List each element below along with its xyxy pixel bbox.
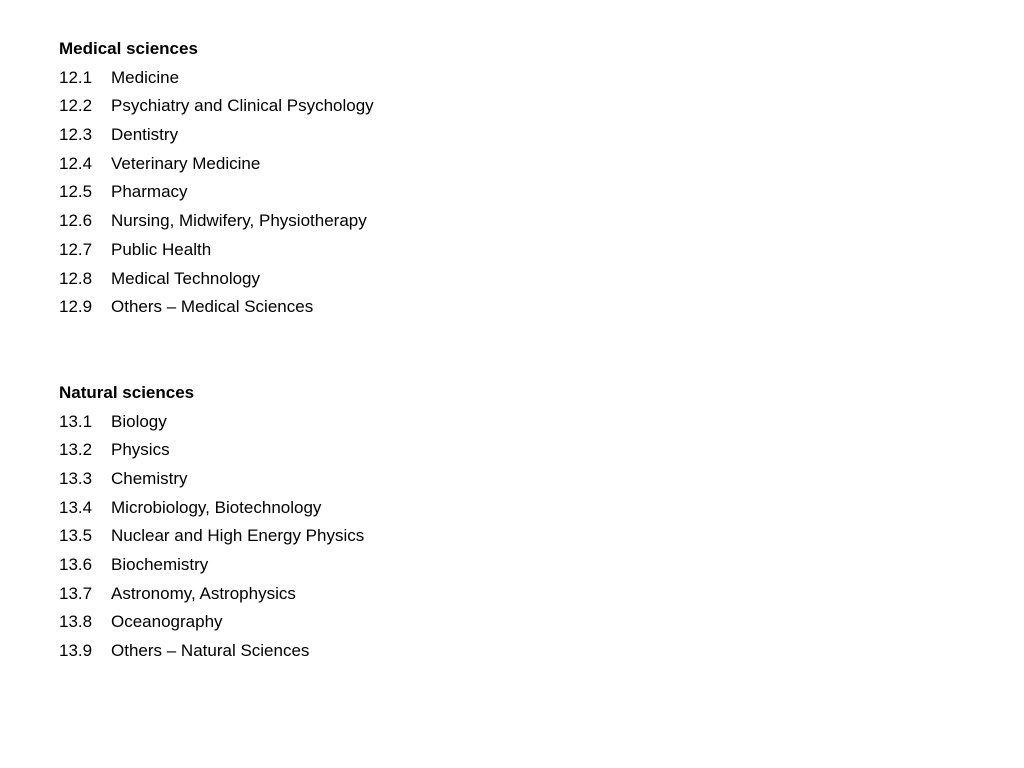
item-number: 13.6: [59, 555, 93, 574]
item-label: Chemistry: [111, 468, 188, 488]
document-page: [59, 35, 959, 666]
item-label: Physics: [111, 440, 170, 460]
item-label: Medical Technology: [111, 268, 260, 288]
item-label: Public Health: [111, 239, 212, 259]
item-number: 13.4: [59, 497, 93, 517]
item-number: 12.7: [59, 239, 93, 259]
list-item: [59, 465, 959, 494]
list-item: [59, 121, 959, 150]
item-label: Astronomy, Astrophysics: [111, 583, 296, 603]
section-spacer: [59, 322, 959, 379]
item-label: Medicine: [111, 67, 180, 87]
section-natural-sciences: [59, 379, 959, 666]
item-number: 13.5: [59, 526, 93, 546]
list-item: [59, 637, 959, 666]
list-item: [59, 236, 959, 265]
list-item: [59, 64, 959, 93]
item-label: Biochemistry: [111, 555, 209, 574]
list-item: [59, 580, 959, 609]
item-label: Psychiatry and Clinical Psychology: [111, 96, 374, 116]
item-number: 12.1: [59, 67, 93, 87]
item-number: 13.3: [59, 468, 93, 488]
section-title: Medical sciences: [59, 39, 198, 58]
item-number: 12.2: [59, 96, 93, 116]
item-number: 13.1: [59, 411, 93, 431]
item-label: Nursing, Midwifery, Physiotherapy: [111, 211, 367, 231]
item-label: Nuclear and High Energy Physics: [111, 526, 365, 546]
list-item: [59, 207, 959, 236]
item-number: 12.8: [59, 268, 93, 288]
list-item: [59, 608, 959, 637]
section-title: Natural sciences: [59, 382, 195, 402]
item-label: Pharmacy: [111, 182, 188, 202]
item-number: 12.9: [59, 297, 93, 317]
item-label: Microbiology, Biotechnology: [111, 497, 322, 517]
section-medical-sciences: [59, 35, 959, 322]
item-number: 12.6: [59, 211, 93, 231]
item-number: 13.8: [59, 612, 93, 632]
list-item: [59, 265, 959, 294]
item-label: Oceanography: [111, 612, 223, 632]
item-number: 13.2: [59, 440, 93, 460]
item-label: Veterinary Medicine: [111, 153, 261, 173]
list-item: [59, 178, 959, 207]
list-item: [59, 408, 959, 437]
list-item: [59, 494, 959, 523]
item-number: 12.3: [59, 125, 93, 145]
list-item: [59, 150, 959, 179]
item-label: Others – Medical Sciences: [111, 297, 314, 317]
list-item: [59, 436, 959, 465]
item-number: 12.5: [59, 182, 93, 202]
item-label: Others – Natural Sciences: [111, 641, 310, 661]
item-label: Biology: [111, 411, 167, 431]
list-item: [59, 522, 959, 551]
list-item: [59, 551, 959, 580]
item-number: 12.4: [59, 153, 93, 173]
item-label: Dentistry: [111, 125, 179, 145]
item-number: 13.7: [59, 583, 93, 603]
list-item: [59, 92, 959, 121]
list-item: [59, 293, 959, 322]
item-number: 13.9: [59, 641, 93, 661]
